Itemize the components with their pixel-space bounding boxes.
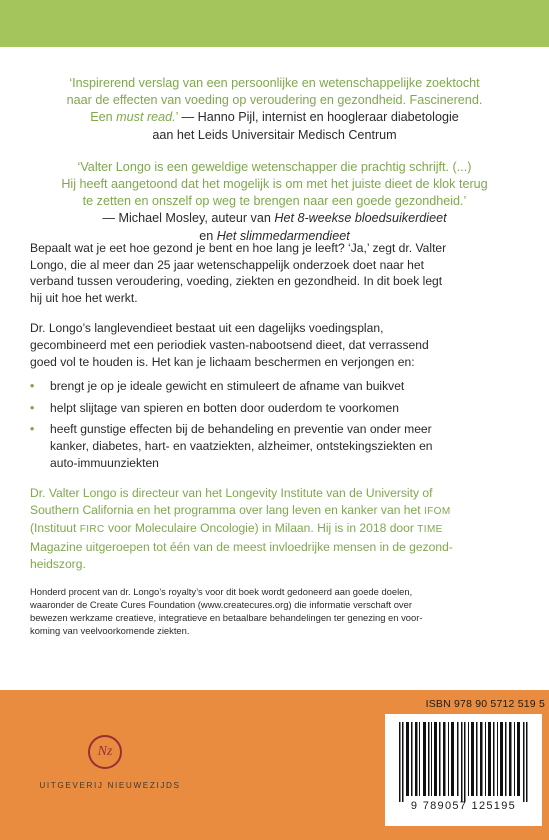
text-line: heidszorg. [30,556,86,571]
quote-text: Hij heeft aangetoond dat het mogelijk is om met het juiste dieet de klok terug [61,177,488,192]
text-line: Honderd procent van dr. Longo’s royalty’s voor dit boek wordt gedoneerd aan goede doelen, [30,586,413,598]
publisher-logo [20,735,210,805]
list-item [30,400,525,417]
endorsement-pijl [30,75,519,144]
quote-emphasis: must read. [116,110,176,125]
author-bio [30,485,525,572]
text-line: Magazine uitgeroepen tot één van de meest invloedrijke mensen in de gezond- [30,539,453,554]
bullet-icon: • [30,422,35,437]
royalty-note [30,586,525,638]
quote-text: Een [90,110,117,125]
quote-text: te zetten en onszelf op weg te brengen naar een goede gezondheid.’ [82,194,467,209]
acronym: IFOM [423,505,451,517]
publisher-mark-icon: Nz [88,735,122,769]
publisher-name: UITGEVERIJ NIEUWEZIJDS [39,781,181,790]
blurb [30,240,525,652]
quote-attribution: en [199,228,217,243]
text-line: goed vol te houden is. Het kan je lichaam beschermen en verjongen en: [30,354,415,369]
text-line: bewezen werkzame creatieve, integratieve en betaalbare behandelingen ter genezing en voor- [30,611,423,623]
bullet-icon: • [30,400,35,415]
book-title: Het 8-weekse bloedsuikerdieet [274,211,447,226]
endorsement-mosley [30,159,519,245]
quote-attribution: aan het Leids Universitair Medisch Centrum [152,127,397,142]
top-color-band [0,0,549,47]
endorsements [30,75,519,260]
quote-text: ’ [175,110,179,125]
text-line: waaronder de Create Cures Foundation (www.createcures.org) die informatie verschaft over [30,599,412,610]
text-line: brengt je op je ideale gewicht en stimuleert de afname van buikvet [50,379,405,394]
quote-text: ‘Valter Longo is een geweldige wetenschapper die prachtig schrijft. (...) [77,159,472,174]
text-line: Longo, die al meer dan 25 jaar wetenschappelijk onderzoek doet naar het [30,257,424,272]
book-title: Het slimmedarmendieet [216,228,350,243]
text-line: gecombineerd met een periodiek vasten-nabootsend dieet, dat verrassend [30,337,429,352]
text-line: voor Moleculaire Oncologie) in Milaan. Hij is in 2018 door [104,521,418,536]
quote-attribution: — Michael Mosley, auteur van [102,211,275,226]
quote-attribution: — Hanno Pijl, internist en hoogleraar diabetologie [178,110,459,125]
barcode-number: 9 789057 125195 [410,800,517,812]
barcode [385,714,542,826]
quote-text: naar de effecten van voeding op veroudering en gezondheid. Fascinerend. [66,93,483,108]
acronym: FIRC [79,524,105,536]
text-line: Southern California en het programma over lang leven en kanker van het [30,502,424,517]
barcode-bars-icon [397,722,530,802]
bullet-icon: • [30,379,35,394]
text-line: Bepaalt wat je eet hoe gezond je bent en hoe lang je leeft? ‘Ja,’ zegt dr. Valter [30,241,447,255]
text-line: kanker, diabetes, hart- en vaatziekten, alzheimer, ontstekingsziekten en [50,438,433,453]
quote-text: ‘Inspirerend verslag van een persoonlijke en wetenschappelijke zoektocht [69,76,480,90]
text-line: hij uit hoe het werkt. [30,290,138,305]
text-line: koming van veelvoorkomende ziekten. [30,624,190,636]
isbn: ISBN 978 90 5712 519 5 [425,698,545,710]
acronym: TIME [417,524,443,536]
list-item [30,421,525,471]
text-line: verband tussen veroudering, voeding, ziekten en gezondheid. In dit boek legt [30,274,443,289]
diet-paragraph [30,320,525,370]
benefit-list [30,378,525,471]
text-line: helpt slijtage van spieren en botten door ouderdom te voorkomen [50,400,399,415]
text-line: (Instituut [30,521,80,536]
intro-paragraph [30,240,525,306]
text-line: Dr. Longo’s langlevendieet bestaat uit een dagelijks voedingsplan, [30,321,384,336]
text-line: heeft gunstige effecten bij de behandeling en preventie van onder meer [50,422,432,437]
text-line: Dr. Valter Longo is directeur van het Longevity Institute van de University of [30,486,433,501]
list-item [30,378,525,395]
text-line: auto-immuunziekten [50,455,159,470]
